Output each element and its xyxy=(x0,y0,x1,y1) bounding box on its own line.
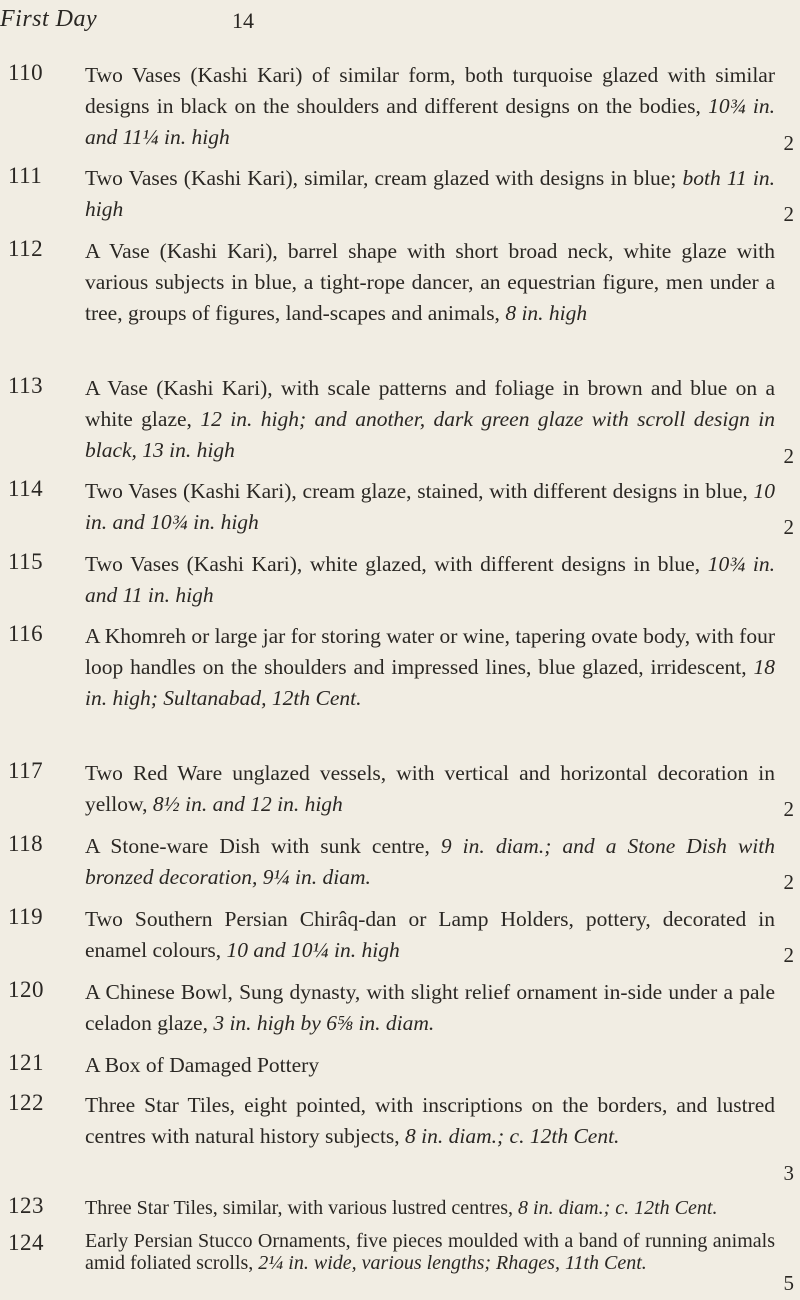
lot-quantity: 2 xyxy=(783,943,794,967)
lot-description xyxy=(85,163,775,225)
lot-number: 114 xyxy=(8,476,44,501)
lot-entry xyxy=(0,236,800,364)
lot-number: 122 xyxy=(8,1090,44,1115)
lot-entry xyxy=(0,1050,800,1082)
lot-number: 118 xyxy=(8,831,44,856)
lot-description xyxy=(85,621,775,714)
lot-quantity: 5 xyxy=(783,1271,794,1295)
lot-dimensions: 10¾ in. and 11 in. high xyxy=(85,552,775,607)
lot-dimensions: 18 in. high; Sultanabad, 12th Cent. xyxy=(85,655,775,710)
lot-text: A Chinese Bowl, Sung dynasty, with slight relief ornament in-side under a pale celadon glaze, xyxy=(85,980,775,1035)
lot-entry xyxy=(0,549,800,613)
lot-text: Early Persian Stucco Ornaments, five pieces moulded with a band of running animals amid foliated scrolls, xyxy=(85,1230,775,1274)
lot-description xyxy=(85,1193,775,1223)
lot-text: A Stone-ware Dish with sunk centre, xyxy=(85,834,430,858)
lot-text: Two Vases (Kashi Kari), cream glaze, stained, with different designs in blue, xyxy=(85,479,748,503)
lot-number: 116 xyxy=(8,621,44,646)
lot-description xyxy=(85,1050,775,1081)
lot-quantity: 3 xyxy=(783,1161,794,1185)
lot-dimensions: 8 in. diam.; c. 12th Cent. xyxy=(518,1197,718,1219)
lot-quantity: 2 xyxy=(783,797,794,821)
lot-description xyxy=(85,236,775,329)
lot-text: Two Southern Persian Chirâq-dan or Lamp Holders, pottery, decorated in enamel colours, xyxy=(85,907,775,962)
lot-dimensions: 3 in. high by 6⅝ in. diam. xyxy=(213,1011,435,1035)
page-number: 14 xyxy=(232,8,254,33)
lot-text: Three Star Tiles, similar, with various lustred centres, xyxy=(85,1197,514,1219)
lot-number: 121 xyxy=(8,1050,44,1075)
lot-description xyxy=(85,904,775,966)
lot-entry xyxy=(0,1230,800,1296)
day-heading: First Day xyxy=(0,6,98,32)
lot-entry xyxy=(0,977,800,1041)
lot-entry xyxy=(0,163,800,227)
page-header xyxy=(0,6,800,46)
lot-dimensions: 12 in. high; and another, dark green glaze with scroll design in black, 13 in. high xyxy=(85,407,775,462)
lot-entry xyxy=(0,60,800,156)
lot-dimensions: 10 in. and 10¾ in. high xyxy=(85,479,775,534)
lot-number: 110 xyxy=(8,60,44,85)
lot-description xyxy=(85,758,775,820)
lot-text: Two Vases (Kashi Kari), white glazed, with different designs in blue, xyxy=(85,552,701,576)
lot-number: 120 xyxy=(8,977,44,1002)
lot-number: 124 xyxy=(8,1230,44,1255)
lot-text: Two Vases (Kashi Kari) of similar form, both turquoise glazed with similar designs in black on the shoulders and different designs on the bodies, xyxy=(85,63,775,118)
lot-description xyxy=(85,373,775,466)
lot-quantity: 2 xyxy=(783,444,794,468)
lot-quantity: 2 xyxy=(783,515,794,539)
lot-description xyxy=(85,60,775,153)
lot-text: Three Star Tiles, eight pointed, with inscriptions on the borders, and lustred centres with natural history subjects, xyxy=(85,1093,775,1148)
lot-entry xyxy=(0,476,800,540)
lot-text: Two Red Ware unglazed vessels, with vertical and horizontal decoration in yellow, xyxy=(85,761,775,816)
lot-dimensions: both 11 in. high xyxy=(85,166,775,221)
lot-entry xyxy=(0,1090,800,1186)
lot-entry xyxy=(0,1193,800,1225)
lot-dimensions: 9 in. diam.; and a Stone Dish with bronzed decoration, 9¼ in. diam. xyxy=(85,834,775,889)
lot-quantity: 2 xyxy=(783,202,794,226)
lot-description xyxy=(85,1230,775,1274)
lot-number: 113 xyxy=(8,373,44,398)
lot-number: 119 xyxy=(8,904,44,929)
lot-dimensions: 8 in. diam.; c. 12th Cent. xyxy=(405,1124,620,1148)
lot-entry xyxy=(0,621,800,749)
lot-text: A Vase (Kashi Kari), with scale patterns and foliage in brown and blue on a white glaze, xyxy=(85,376,775,431)
lot-dimensions: 10 and 10¼ in. high xyxy=(226,938,400,962)
lot-number: 117 xyxy=(8,758,44,783)
lot-number: 115 xyxy=(8,549,44,574)
lot-text: Two Vases (Kashi Kari), similar, cream glazed with designs in blue; xyxy=(85,166,677,190)
lot-description xyxy=(85,549,775,611)
lot-dimensions: 10¾ in. and 11¼ in. high xyxy=(85,94,776,149)
lot-dimensions: 2¼ in. wide, various lengths; Rhages, 11th Cent. xyxy=(258,1252,647,1274)
lot-entry xyxy=(0,904,800,968)
lot-number: 123 xyxy=(8,1193,44,1218)
lot-text: A Khomreh or large jar for storing water or wine, tapering ovate body, with four loop handles on the shoulders and impressed lines, blue glazed, irridescent, xyxy=(85,624,775,679)
lot-dimensions: 8 in. high xyxy=(505,301,588,325)
lot-number: 112 xyxy=(8,236,44,261)
lot-description xyxy=(85,977,775,1039)
lot-description xyxy=(85,476,775,538)
lot-text: A Box of Damaged Pottery xyxy=(85,1053,320,1077)
lot-dimensions: 8½ in. and 12 in. high xyxy=(152,792,343,816)
lot-entry xyxy=(0,373,800,469)
lot-description xyxy=(85,831,775,893)
lot-entry xyxy=(0,831,800,895)
lot-quantity: 2 xyxy=(783,131,794,155)
lot-description xyxy=(85,1090,775,1152)
lot-number: 111 xyxy=(8,163,43,188)
lot-text: A Vase (Kashi Kari), barrel shape with short broad neck, white glaze with various subjects in blue, a tight-rope dancer, an equestrian figure, men under a tree, groups of figures, land-scapes and animals, xyxy=(85,239,775,325)
lot-quantity: 2 xyxy=(783,870,794,894)
lot-entry xyxy=(0,758,800,822)
